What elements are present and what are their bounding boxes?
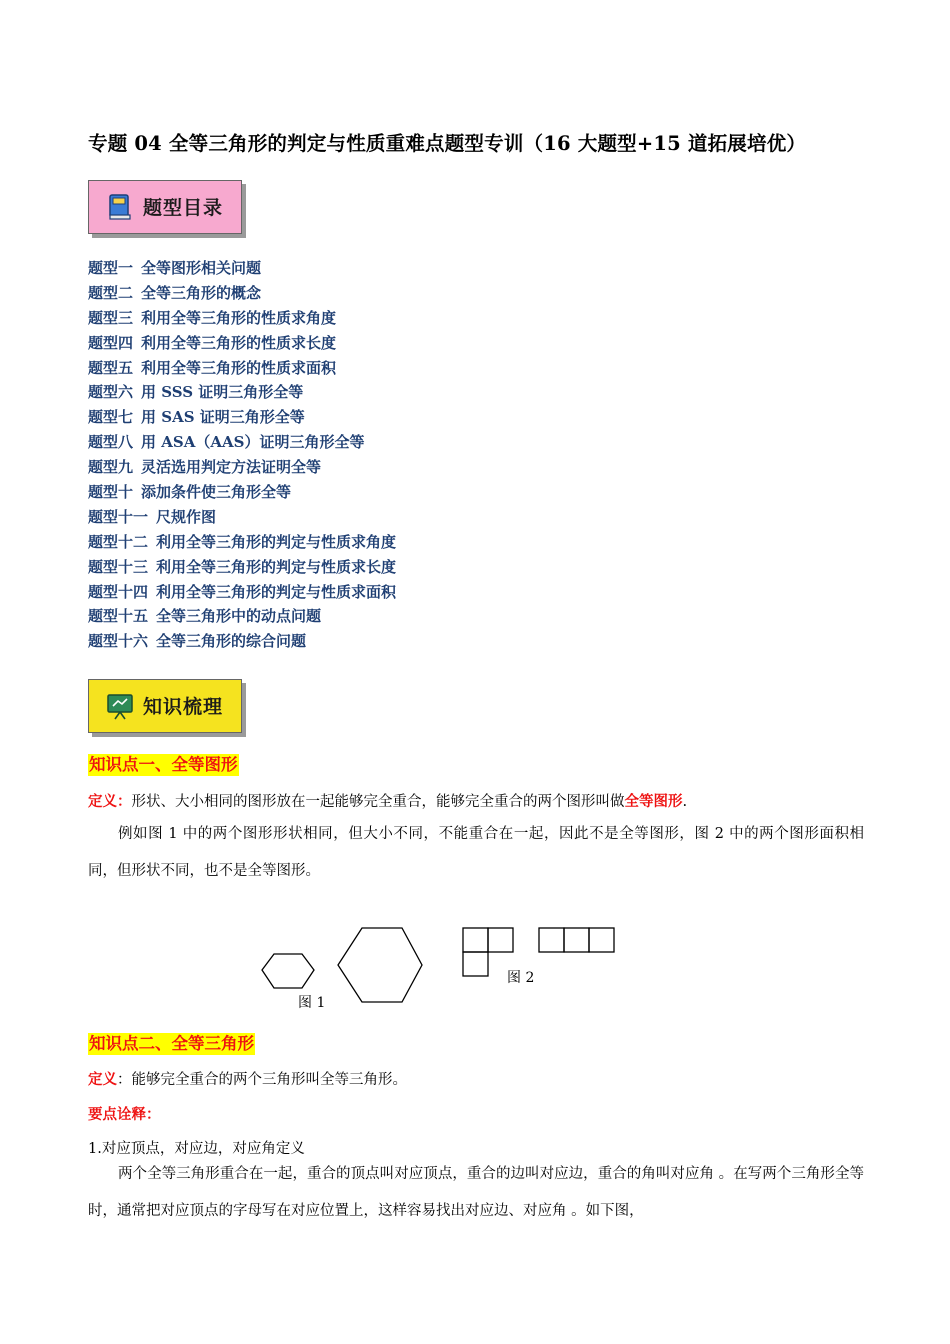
page-title: 专题 04 全等三角形的判定与性质重难点题型专训（16 大题型+15 道拓展培优） — [88, 132, 807, 155]
l-shape-figure — [463, 928, 513, 976]
presentation-board-icon — [107, 692, 133, 720]
toc-item[interactable]: 题型十一 尺规作图 — [88, 507, 217, 526]
fig2-caption: 图 2 — [507, 970, 535, 986]
small-hexagon — [262, 954, 314, 988]
knowledge-banner — [88, 679, 242, 733]
toc-item[interactable]: 题型十四 利用全等三角形的判定与性质求面积 — [88, 582, 397, 601]
toc-list — [88, 256, 396, 654]
kp2-item1-text: 两个全等三角形重合在一起，重合的顶点叫对应顶点，重合的边叫对应边，重合的角叫对应角 。在写两个三角形全等时，通常把对应顶点的字母写在对应位置上，这样容易找出对应边、对应角 。如下图， — [88, 1166, 864, 1219]
book-icon — [107, 193, 133, 221]
kp2-definition: 定义：能够完全重合的两个三角形叫全等三角形。 — [88, 1071, 407, 1088]
kp1-definition: 定义：形状、大小相同的图形放在一起能够完全重合，能够完全重合的两个图形叫做全等图形. — [88, 793, 688, 810]
kp2-item1: 1.对应顶点，对应边，对应角定义 — [88, 1141, 305, 1157]
toc-item[interactable]: 题型三 利用全等三角形的性质求角度 — [88, 308, 337, 327]
toc-item[interactable]: 题型十三 利用全等三角形的判定与性质求长度 — [88, 557, 397, 576]
toc-item[interactable]: 题型二 全等三角形的概念 — [88, 283, 262, 302]
toc-item[interactable]: 题型十二 利用全等三角形的判定与性质求角度 — [88, 532, 397, 551]
fig1-caption: 图 1 — [298, 995, 326, 1011]
toc-item[interactable]: 题型四 利用全等三角形的性质求长度 — [88, 333, 337, 352]
toc-item[interactable]: 题型九 灵活选用判定方法证明全等 — [88, 458, 322, 477]
toc-item[interactable]: 题型十五 全等三角形中的动点问题 — [88, 607, 322, 626]
kp2-notes-label: 要点诠释： — [88, 1106, 161, 1123]
toc-item[interactable]: 题型一 全等图形相关问题 — [88, 259, 262, 277]
knowledge-banner-label: 知识梳理 — [143, 696, 224, 718]
kp1-heading: 知识点一、全等图形 — [89, 755, 238, 774]
toc-item[interactable]: 题型八 用 ASA（AAS）证明三角形全等 — [88, 433, 365, 452]
toc-item[interactable]: 题型七 用 SAS 证明三角形全等 — [88, 408, 305, 427]
toc-item[interactable]: 题型十六 全等三角形的综合问题 — [88, 632, 307, 651]
toc-banner — [88, 180, 242, 234]
large-hexagon — [338, 928, 422, 1002]
toc-item[interactable]: 题型十 添加条件使三角形全等 — [88, 483, 292, 502]
kp2-heading: 知识点二、全等三角形 — [89, 1034, 254, 1053]
toc-item[interactable]: 题型六 用 SSS 证明三角形全等 — [88, 383, 304, 402]
toc-banner-label: 题型目录 — [143, 197, 224, 219]
kp1-example: 例如图 1 中的两个图形形状相同，但大小不同，不能重合在一起，因此不是全等图形，图 2 中的两个图形面积相同，但形状不同，也不是全等图形。 — [88, 826, 864, 879]
straight-tromino-figure — [539, 928, 614, 952]
toc-item[interactable]: 题型五 利用全等三角形的性质求面积 — [88, 358, 337, 377]
